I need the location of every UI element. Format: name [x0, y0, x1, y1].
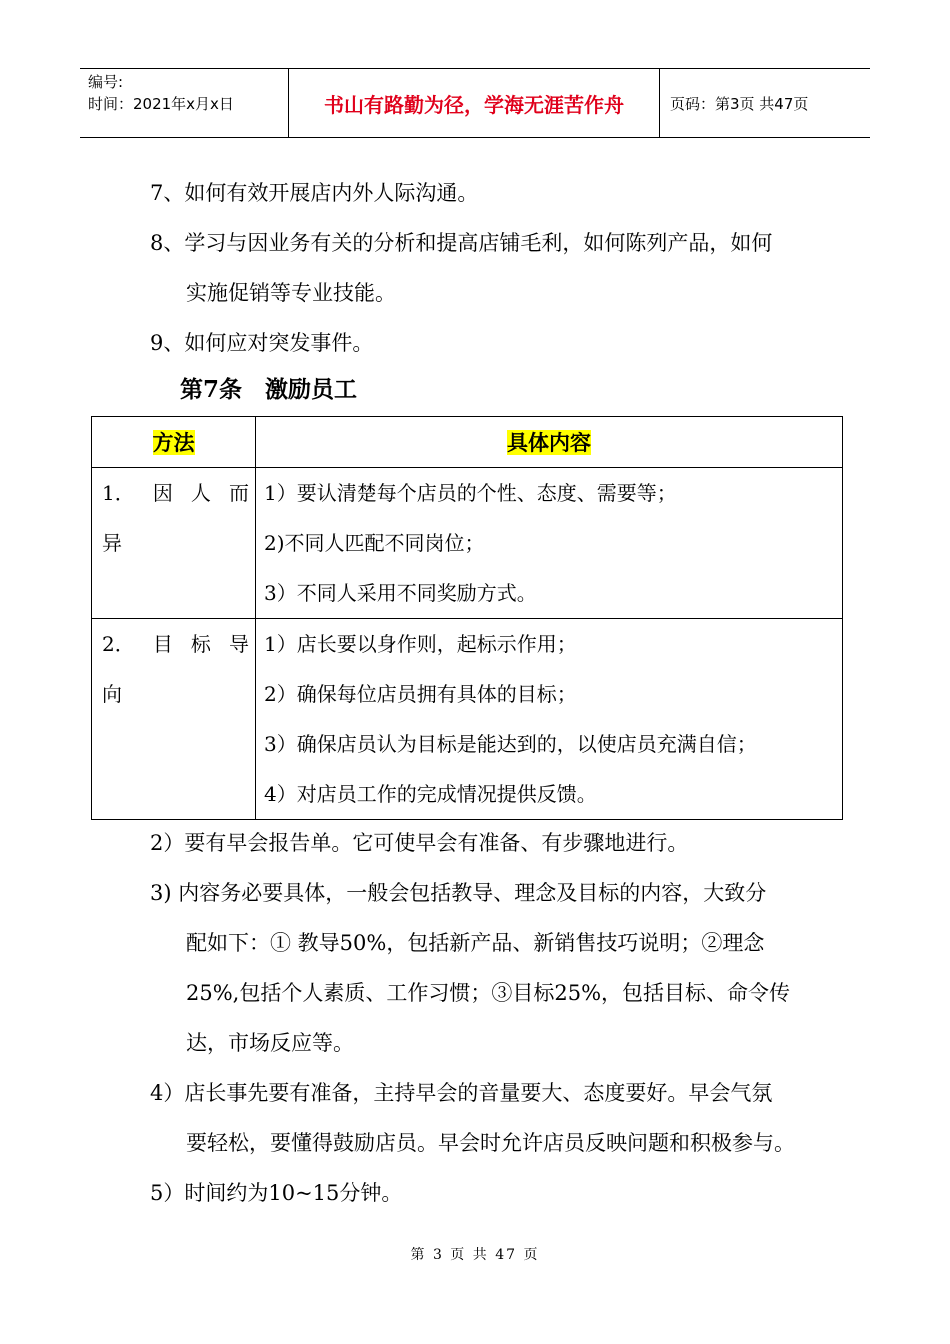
method-char: 因	[152, 481, 173, 505]
method-line	[102, 619, 249, 669]
method-line: 异	[102, 531, 122, 555]
method-cell	[92, 619, 256, 820]
paragraph-text: 3) 内容务必要具体，一般会包括教导、理念及目标的内容，大致分	[150, 881, 767, 905]
paragraph-text: 8、学习与因业务有关的分析和提高店铺毛利，如何陈列产品，如何	[150, 231, 773, 255]
paragraph-manager-prep	[150, 1068, 795, 1168]
content-item: 2）确保每位店员拥有具体的目标；	[264, 682, 577, 706]
method-char: 1．	[102, 481, 135, 505]
page-footer: 第 3 页 共 47 页	[410, 1247, 540, 1263]
header-page-info: 页码：第3页 共47页	[670, 94, 809, 113]
method-line: 向	[102, 682, 122, 706]
paragraph-morning-report	[150, 818, 688, 868]
article-title: 第7条 激励员工	[180, 376, 358, 403]
method-char: 2．	[102, 632, 135, 656]
table-header-row	[92, 417, 843, 468]
paragraph-continuation: 实施促销等专业技能。	[186, 281, 396, 305]
method-char: 而	[228, 481, 249, 505]
page-header	[80, 68, 870, 138]
content-item: 2)不同人匹配不同岗位；	[264, 531, 485, 555]
paragraph-9	[150, 318, 373, 368]
content-item: 1）店长要以身作则，起标示作用；	[264, 632, 577, 656]
paragraph-text: 2）要有早会报告单。它可使早会有准备、有步骤地进行。	[150, 831, 689, 855]
paragraph-content-ratio	[150, 868, 790, 1068]
method-char: 目	[152, 632, 173, 656]
incentive-methods-table	[91, 416, 843, 820]
content-item: 4）对店员工作的完成情况提供反馈。	[264, 782, 597, 806]
content-item: 3）不同人采用不同奖励方式。	[264, 581, 537, 605]
content-item: 3）确保店员认为目标是能达到的，以使店员充满自信；	[264, 732, 757, 756]
method-line	[102, 468, 249, 518]
paragraph-text: 4）店长事先要有准备，主持早会的音量要大、态度要好。早会气氛	[150, 1081, 773, 1105]
method-cell	[92, 468, 256, 619]
table-row	[92, 619, 843, 820]
paragraph-continuation: 达，市场反应等。	[186, 1031, 354, 1055]
table-header-content	[256, 417, 843, 468]
paragraph-7	[150, 168, 478, 218]
content-cell	[256, 468, 843, 619]
table-header-method	[92, 417, 256, 468]
date-label: 时间：2021年x月x日	[88, 95, 234, 113]
paragraph-text: 5）时间约为10~15分钟。	[150, 1181, 403, 1205]
paragraph-duration	[150, 1168, 402, 1218]
method-char: 导	[228, 632, 249, 656]
doc-number-label: 编号:	[88, 73, 124, 91]
header-method-label: 方法	[152, 430, 195, 455]
paragraph-text: 7、如何有效开展店内外人际沟通。	[150, 181, 479, 205]
paragraph-continuation: 要轻松，要懂得鼓励店员。早会时允许店员反映问题和积极参与。	[186, 1131, 795, 1155]
header-motto: 书山有路勤为径，学海无涯苦作舟	[289, 69, 660, 137]
paragraph-continuation: 25%,包括个人素质、工作习惯；③目标25%，包括目标、命令传	[186, 981, 791, 1005]
content-cell	[256, 619, 843, 820]
header-content-label: 具体内容	[507, 430, 591, 455]
method-char: 人	[190, 481, 211, 505]
paragraph-continuation: 配如下：① 教导50%，包括新产品、新销售技巧说明；②理念	[186, 931, 765, 955]
table-row	[92, 468, 843, 619]
content-item: 1）要认清楚每个店员的个性、态度、需要等；	[264, 481, 677, 505]
method-char: 标	[190, 632, 211, 656]
paragraph-8	[150, 218, 772, 318]
header-meta	[80, 69, 289, 137]
paragraph-text: 9、如何应对突发事件。	[150, 331, 374, 355]
